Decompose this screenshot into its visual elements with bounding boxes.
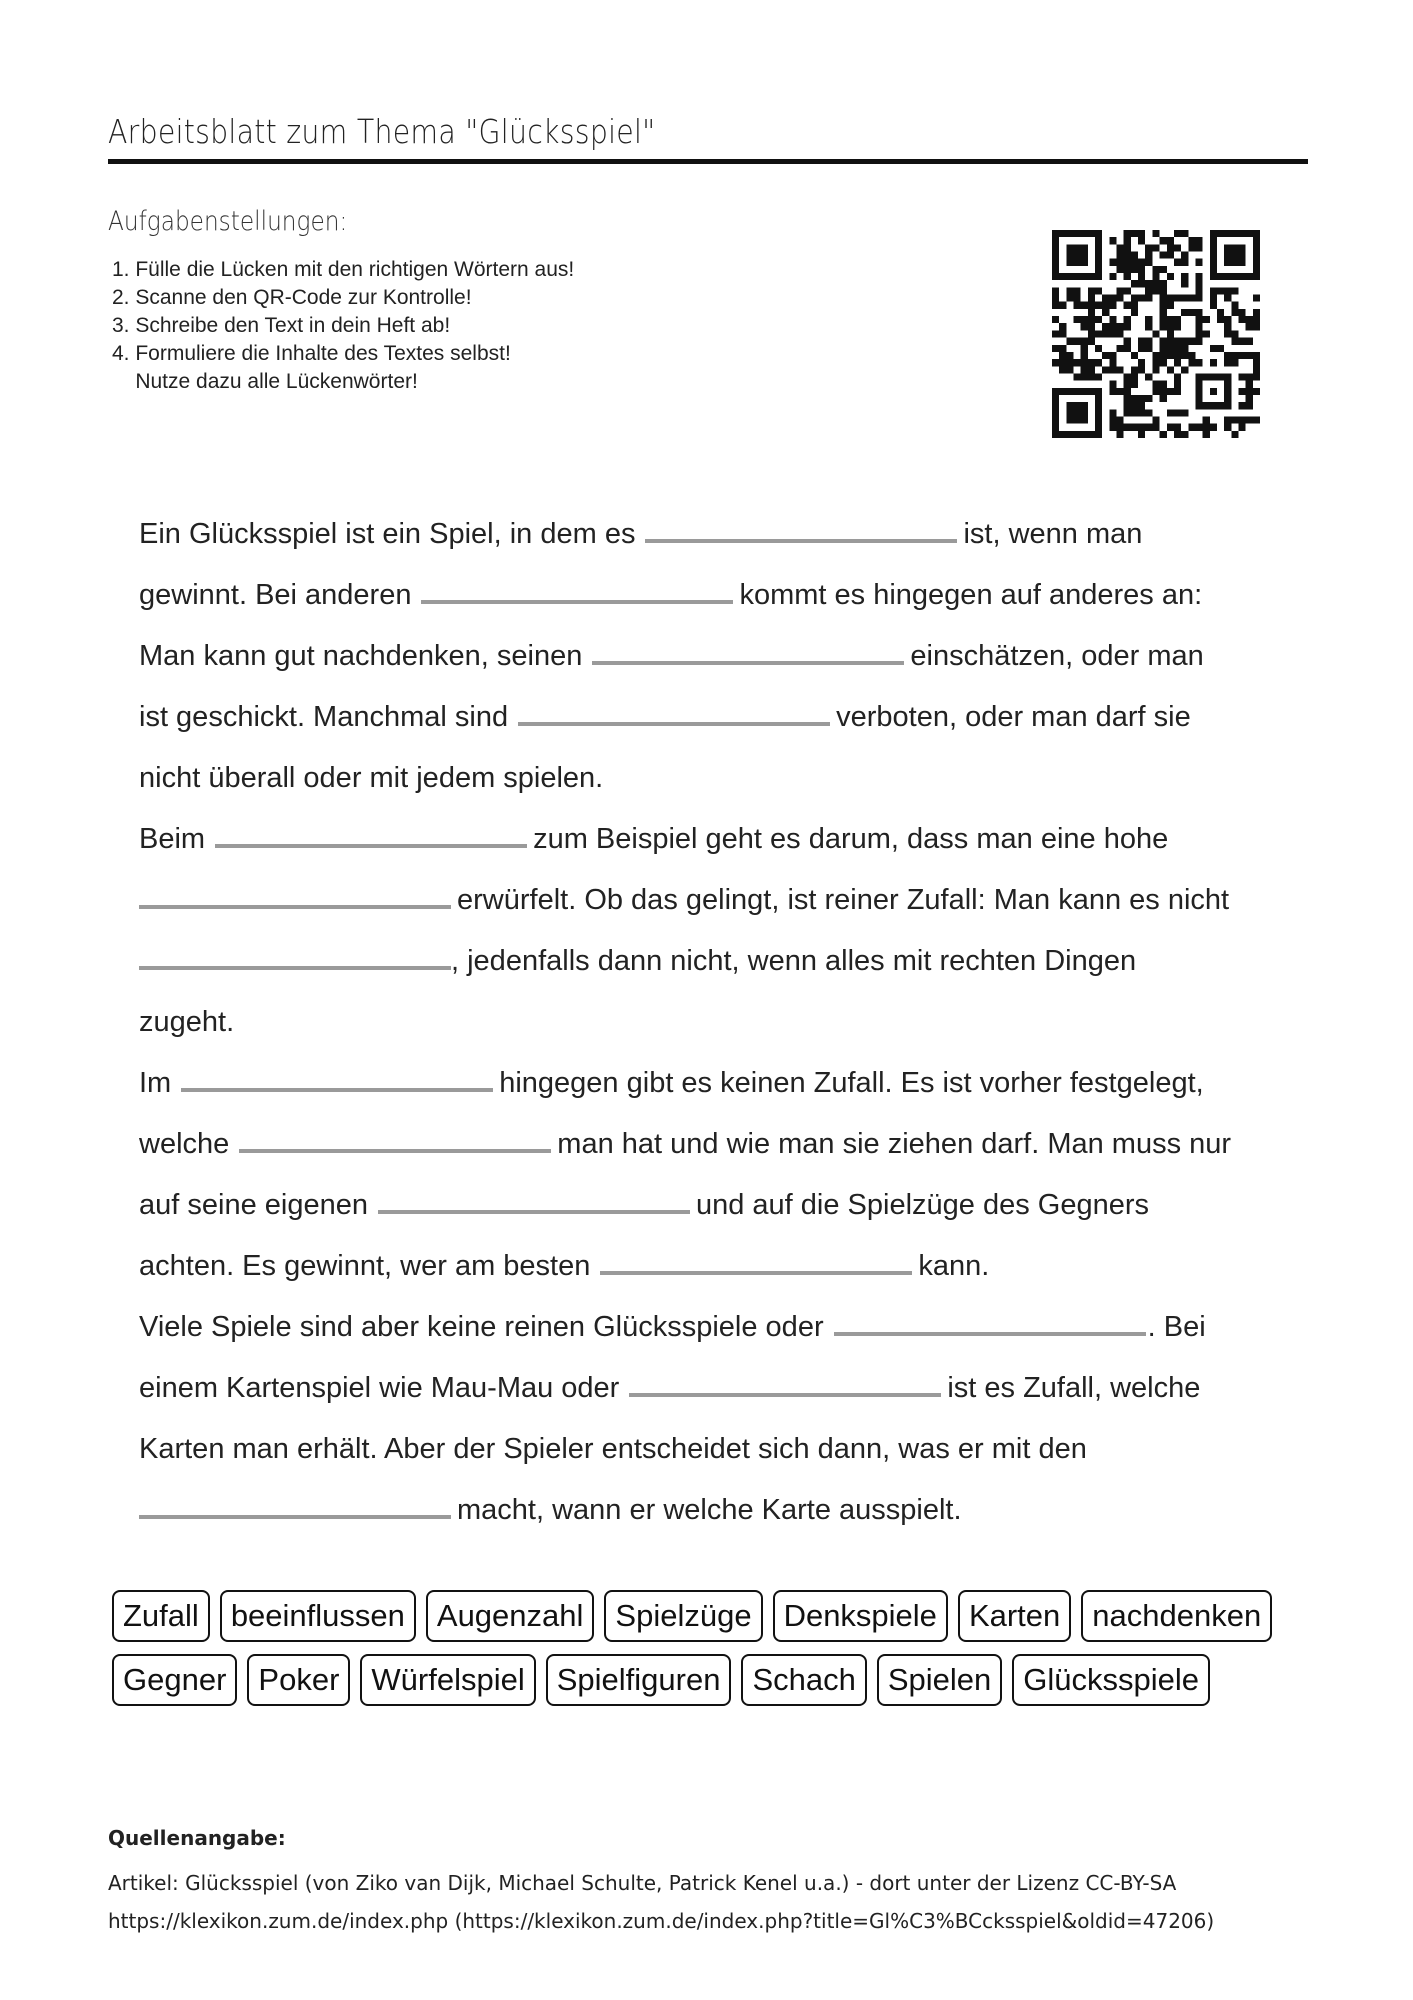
text-segment: ist geschickt. Manchmal sind: [139, 701, 509, 733]
text-segment: gewinnt. Bei anderen: [139, 579, 412, 611]
word-chip[interactable]: Poker: [247, 1654, 350, 1706]
qr-code-icon[interactable]: [1052, 230, 1260, 438]
word-chip[interactable]: Spielfiguren: [546, 1654, 732, 1706]
text-segment: ist, wenn man: [963, 518, 1143, 550]
cloze-line: [139, 931, 1319, 992]
text-segment: Im: [139, 1067, 172, 1099]
text-segment: hingegen gibt es keinen Zufall. Es ist vorher festgelegt,: [499, 1067, 1204, 1099]
task-item: 1. Fülle die Lücken mit den richtigen Wörtern aus!: [112, 258, 575, 281]
cloze-line: [139, 748, 1319, 809]
blank-field[interactable]: [592, 639, 904, 665]
blank-field[interactable]: [139, 883, 451, 909]
page-title: Arbeitsblatt zum Thema "Glücksspiel": [108, 112, 656, 151]
cloze-line: [139, 1358, 1319, 1419]
text-segment: einem Kartenspiel wie Mau-Mau oder: [139, 1372, 620, 1404]
blank-field[interactable]: [518, 700, 830, 726]
source-link[interactable]: https://klexikon.zum.de/index.php (https://klexikon.zum.de/index.php?title=Gl%C3%BCcksspiel&oldid=47206): [108, 1909, 1215, 1933]
blank-field[interactable]: [239, 1127, 551, 1153]
text-segment: Man kann gut nachdenken, seinen: [139, 640, 583, 672]
word-bank-row: [112, 1654, 1322, 1706]
blank-field[interactable]: [215, 822, 527, 848]
blank-field[interactable]: [421, 578, 733, 604]
text-segment: achten. Es gewinnt, wer am besten: [139, 1250, 591, 1282]
cloze-line: [139, 504, 1319, 565]
cloze-line: [139, 687, 1319, 748]
word-chip[interactable]: nachdenken: [1081, 1590, 1272, 1642]
cloze-line: [139, 1297, 1319, 1358]
blank-field[interactable]: [834, 1310, 1146, 1336]
text-segment: nicht überall oder mit jedem spielen.: [139, 762, 604, 794]
cloze-line: [139, 809, 1319, 870]
blank-field[interactable]: [139, 1493, 451, 1519]
task-item: 4. Formuliere die Inhalte des Textes selbst!: [112, 342, 511, 365]
title-underline: [108, 159, 1308, 164]
word-chip[interactable]: Glücksspiele: [1012, 1654, 1210, 1706]
word-chip[interactable]: Augenzahl: [426, 1590, 595, 1642]
cloze-line: [139, 1114, 1319, 1175]
text-segment: zugeht.: [139, 1006, 235, 1038]
text-segment: auf seine eigenen: [139, 1189, 368, 1221]
text-segment: Beim: [139, 823, 206, 855]
word-chip[interactable]: Spielzüge: [604, 1590, 762, 1642]
word-chip[interactable]: Zufall: [112, 1590, 210, 1642]
text-segment: Viele Spiele sind aber keine reinen Glücksspiele oder: [139, 1311, 824, 1343]
text-segment: kommt es hingegen auf anderes an:: [739, 579, 1203, 611]
task-item: 2. Scanne den QR-Code zur Kontrolle!: [112, 286, 472, 309]
tasks-heading: Aufgabenstellungen:: [108, 206, 348, 237]
text-segment: erwürfelt. Ob das gelingt, ist reiner Zufall: Man kann es nicht: [457, 884, 1230, 916]
text-segment: , jedenfalls dann nicht, wenn alles mit rechten Dingen: [451, 945, 1137, 977]
source-heading: Quellenangabe:: [108, 1826, 286, 1850]
word-chip[interactable]: beeinflussen: [220, 1590, 416, 1642]
task-list: [112, 256, 574, 396]
blank-field[interactable]: [645, 517, 957, 543]
cloze-line: [139, 1053, 1319, 1114]
cloze-line: [139, 870, 1319, 931]
text-segment: . Bei: [1147, 1311, 1206, 1343]
text-segment: macht, wann er welche Karte ausspielt.: [457, 1494, 962, 1526]
word-chip[interactable]: Schach: [741, 1654, 866, 1706]
cloze-text: [139, 504, 1319, 1541]
text-segment: ist es Zufall, welche: [947, 1372, 1201, 1404]
blank-field[interactable]: [181, 1066, 493, 1092]
text-segment: man hat und wie man sie ziehen darf. Man muss nur: [557, 1128, 1232, 1160]
text-segment: Ein Glücksspiel ist ein Spiel, in dem es: [139, 518, 636, 550]
word-chip[interactable]: Würfelspiel: [360, 1654, 535, 1706]
word-chip[interactable]: Karten: [958, 1590, 1071, 1642]
cloze-line: [139, 1236, 1319, 1297]
text-segment: verboten, oder man darf sie: [836, 701, 1191, 733]
text-segment: und auf die Spielzüge des Gegners: [695, 1189, 1150, 1221]
source-article: Artikel: Glücksspiel (von Ziko van Dijk, Michael Schulte, Patrick Kenel u.a.) - dort unter der Lizenz CC-BY-SA: [108, 1871, 1177, 1895]
text-segment: zum Beispiel geht es darum, dass man eine hohe: [533, 823, 1169, 855]
word-bank: [112, 1590, 1322, 1718]
blank-field[interactable]: [139, 944, 451, 970]
text-segment: einschätzen, oder man: [910, 640, 1204, 672]
text-segment: Karten man erhält. Aber der Spieler entscheidet sich dann, was er mit den: [139, 1433, 1087, 1465]
task-item: Nutze dazu alle Lückenwörter!: [112, 370, 418, 393]
cloze-line: [139, 1480, 1319, 1541]
text-segment: kann.: [918, 1250, 990, 1282]
word-chip[interactable]: Spielen: [877, 1654, 1002, 1706]
blank-field[interactable]: [378, 1188, 690, 1214]
cloze-line: [139, 565, 1319, 626]
source-citation: [108, 1826, 1328, 1940]
cloze-line: [139, 1175, 1319, 1236]
word-chip[interactable]: Denkspiele: [773, 1590, 948, 1642]
cloze-line: [139, 626, 1319, 687]
cloze-line: [139, 1419, 1319, 1480]
cloze-line: [139, 992, 1319, 1053]
blank-field[interactable]: [600, 1249, 912, 1275]
task-item: 3. Schreibe den Text in dein Heft ab!: [112, 314, 451, 337]
text-segment: welche: [139, 1128, 230, 1160]
blank-field[interactable]: [629, 1371, 941, 1397]
word-bank-row: [112, 1590, 1322, 1642]
word-chip[interactable]: Gegner: [112, 1654, 237, 1706]
